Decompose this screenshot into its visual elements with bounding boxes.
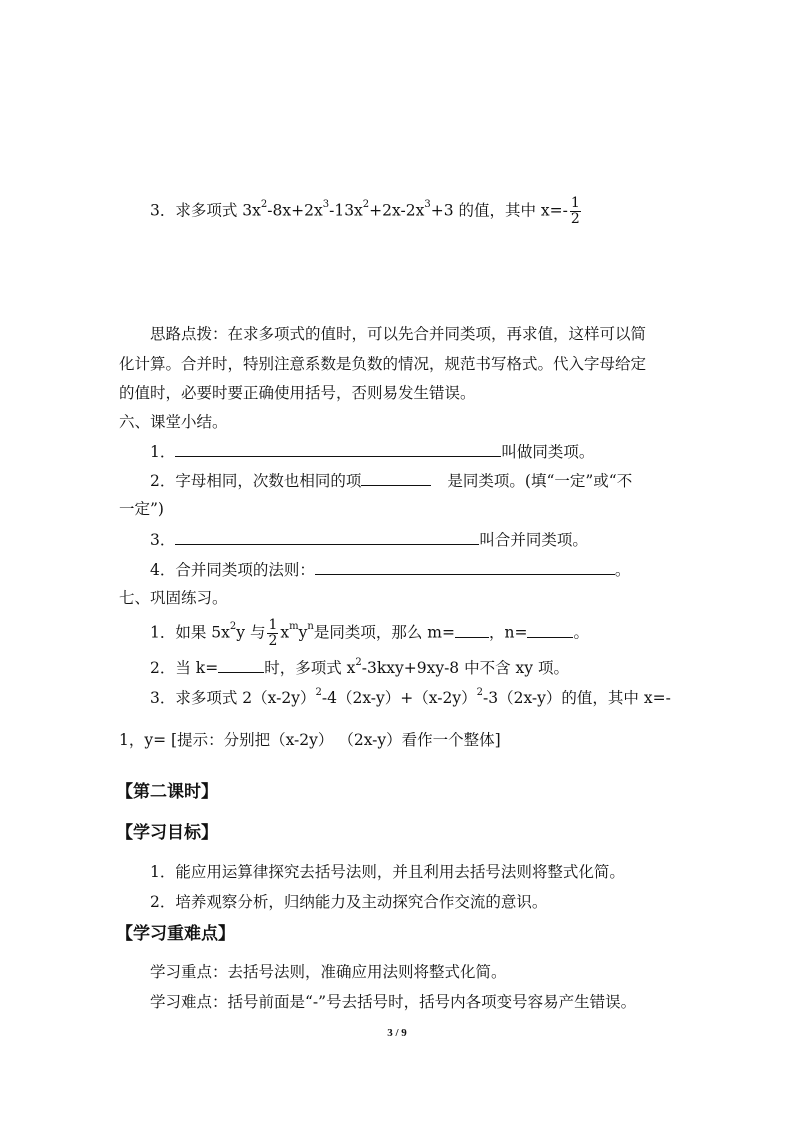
blank-line xyxy=(361,470,431,486)
summary-item-2: 2．字母相同，次数也相同的项 是同类项。(填“一定”或“不 xyxy=(150,472,633,490)
hint-line-3: 的值时，必要时要正确使用括号，否则易发生错误。 xyxy=(119,384,476,402)
problem-3: 3．求多项式 $3x^2-8x+2x^3-13x^2+2x-2x^3+3$ 的值，其中 x=- $\frac{1}{2}$ xyxy=(150,195,580,227)
fraction-one-half: $\frac{1}{2}$ xyxy=(268,617,278,649)
practice-item-3: 3．求多项式 $2(x-2y)^2-4(2x-y)+(x-2y)^2-3(2x-y)$的值，其中 x=- xyxy=(150,686,671,707)
blank-line xyxy=(315,559,615,575)
summary-item-2-cont: 一定”) xyxy=(119,500,164,518)
practice-item-1: 1．如果 $5x^2y$ 与 $\frac{1}{2}$ $x^my^n$是同类项，那么 m= ，n= 。 xyxy=(150,617,589,649)
goal-1: 1．能应用运算律探究去括号法则，并且利用去括号法则将整式化简。 xyxy=(150,863,625,881)
section-summary-title: 六、课堂小结。 xyxy=(119,413,228,431)
key-point-1: 学习重点：去括号法则，准确应用法则将整式化简。 xyxy=(150,963,507,981)
practice-item-3-cont: 1，y= [提示：分别把（x-2y） （2x-y）看作一个整体] xyxy=(119,731,501,749)
practice-item-2: 2．当 k= 时，多项式 $x^2-3kxy+9xy-8$ 中不含 xy 项。 xyxy=(150,656,569,677)
goal-2: 2．培养观察分析，归纳能力及主动探究合作交流的意识。 xyxy=(150,893,548,911)
section-practice-title: 七、巩固练习。 xyxy=(119,589,228,607)
hint-line-1: 思路点拨：在求多项式的值时，可以先合并同类项，再求值，这样可以简 xyxy=(150,325,647,343)
blank-line xyxy=(455,622,489,638)
fraction-one-half: $\frac{1}{2}$ xyxy=(570,195,580,227)
summary-item-3: 3． 叫合并同类项。 xyxy=(150,531,588,549)
key-points-title: 【学习重难点】 xyxy=(116,924,235,944)
blank-line xyxy=(175,529,479,545)
blank-line xyxy=(527,622,573,638)
page-number: 3 / 9 xyxy=(387,1027,407,1039)
learning-goals-title: 【学习目标】 xyxy=(116,823,218,843)
problem-number: 3． xyxy=(150,201,176,220)
summary-item-4: 4．合并同类项的法则： 。 xyxy=(150,561,631,579)
key-point-2: 学习难点：括号前面是“-”号去括号时，括号内各项变号容易产生错误。 xyxy=(150,993,637,1011)
hint-line-2: 化计算。合并时，特别注意系数是负数的情况，规范书写格式。代入字母给定 xyxy=(119,355,647,373)
blank-line xyxy=(175,441,501,457)
summary-item-1: 1． 叫做同类项。 xyxy=(150,443,595,461)
lesson2-title: 【第二课时】 xyxy=(116,782,218,802)
blank-line xyxy=(218,657,264,673)
